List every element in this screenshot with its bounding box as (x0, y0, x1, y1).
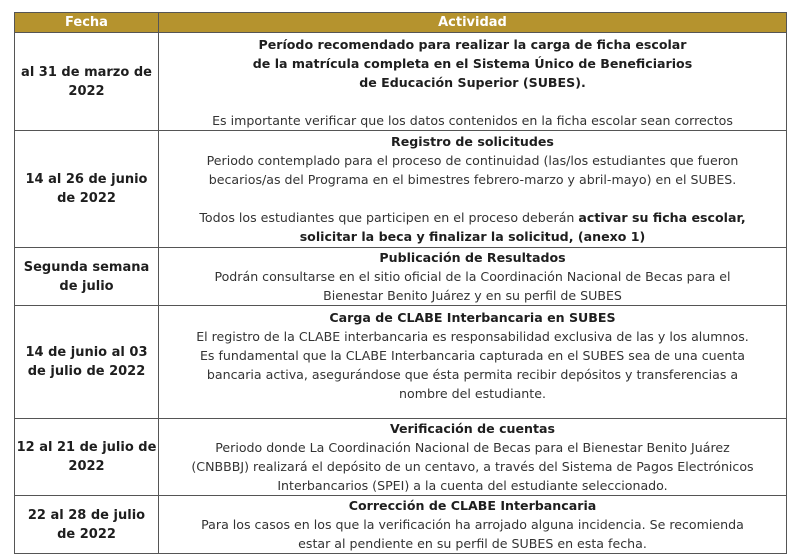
activity-body: Es fundamental que la CLABE Interbancaria capturada en el SUBES sea de una cuenta (199, 348, 746, 363)
table-row (15, 419, 787, 496)
activity-title: de la matrícula completa en el Sistema Único de Beneficiarios (252, 56, 693, 71)
header-fecha: Fecha (15, 13, 159, 33)
date-line: 12 al 21 de julio de (16, 440, 157, 455)
activity-cell (159, 33, 787, 131)
date-cell (15, 306, 159, 419)
activity-body: nombre del estudiante. (399, 386, 546, 401)
date-line: 2022 (68, 83, 105, 99)
date-cell (15, 131, 159, 248)
activity-title: Publicación de Resultados (379, 250, 566, 265)
activity-body: Para los casos en los que la verificación ha arrojado alguna incidencia. Se recomienda (201, 517, 744, 532)
date-cell (15, 248, 159, 306)
activity-cell (159, 419, 787, 496)
table-row (15, 33, 787, 131)
date-line: de 2022 (57, 526, 116, 542)
activity-title: Registro de solicitudes (391, 134, 554, 149)
table-row (15, 248, 787, 306)
date-line: 14 de junio al 03 (25, 345, 148, 360)
activity-body: bancaria activa, asegurándose que ésta permita recibir depósitos y transferencias a (206, 367, 739, 382)
activity-body: Es importante verificar que los datos contenidos en la ficha escolar sean correctos (212, 113, 733, 128)
date-line: 22 al 28 de julio (27, 507, 146, 523)
date-cell (15, 496, 159, 554)
activity-body: Bienestar Benito Juárez y en su perfil de SUBES (323, 288, 622, 303)
activity-cell (159, 131, 787, 248)
activity-body: Periodo donde La Coordinación Nacional de Becas para el Bienestar Benito Juárez (215, 440, 730, 455)
date-cell (15, 419, 159, 496)
activity-cell (159, 248, 787, 306)
activity-title: Período recomendado para realizar la carga de ficha escolar (258, 37, 687, 52)
date-line: Segunda semana (23, 259, 150, 275)
table-row (15, 496, 787, 554)
table-row (15, 131, 787, 248)
activity-body: Interbancarios (SPEI) a la cuenta del estudiante seleccionado. (277, 478, 668, 493)
activity-body: Podrán consultarse en el sitio oficial de la Coordinación Nacional de Becas para el (214, 269, 731, 284)
activity-body: estar al pendiente en su perfil de SUBES en esta fecha. (298, 536, 647, 551)
activity-body: becarios/as del Programa en el bimestres febrero-marzo y abril-mayo) en el SUBES. (208, 172, 737, 187)
activity-note (159, 208, 786, 227)
date-line: de julio (59, 278, 114, 294)
activity-body: Periodo contemplado para el proceso de continuidad (las/los estudiantes que fueron (206, 153, 739, 168)
date-cell (15, 33, 159, 131)
header-row (15, 13, 787, 33)
note-text: Todos los estudiantes que participen en el proceso deberán (199, 210, 579, 225)
date-line: de julio de 2022 (27, 364, 146, 379)
note-bold: activar su ficha escolar, (578, 210, 746, 225)
date-line: 14 al 26 de junio (25, 172, 148, 187)
header-actividad: Actividad (159, 13, 787, 33)
activity-body: El registro de la CLABE interbancaria es responsabilidad exclusiva de las y los alumnos. (196, 329, 749, 344)
activity-cell (159, 306, 787, 419)
activity-title: Corrección de CLABE Interbancaria (348, 498, 597, 513)
date-line: de 2022 (57, 191, 116, 206)
activity-cell (159, 496, 787, 554)
activity-title: Verificación de cuentas (389, 421, 556, 436)
activity-note (159, 227, 786, 246)
activity-title: de Educación Superior (SUBES). (359, 75, 586, 90)
table-row (15, 306, 787, 419)
date-line: 2022 (68, 459, 105, 474)
calendar-table (14, 12, 787, 554)
date-line: al 31 de marzo de (21, 64, 152, 80)
activity-title: Carga de CLABE Interbancaria en SUBES (329, 310, 616, 325)
note-bold: , (anexo 1) (568, 229, 646, 244)
activity-body: (CNBBBJ) realizará el depósito de un centavo, a través del Sistema de Pagos Electrónicos (191, 459, 754, 474)
note-bold: solicitar la beca y finalizar la solicitud (299, 229, 569, 244)
